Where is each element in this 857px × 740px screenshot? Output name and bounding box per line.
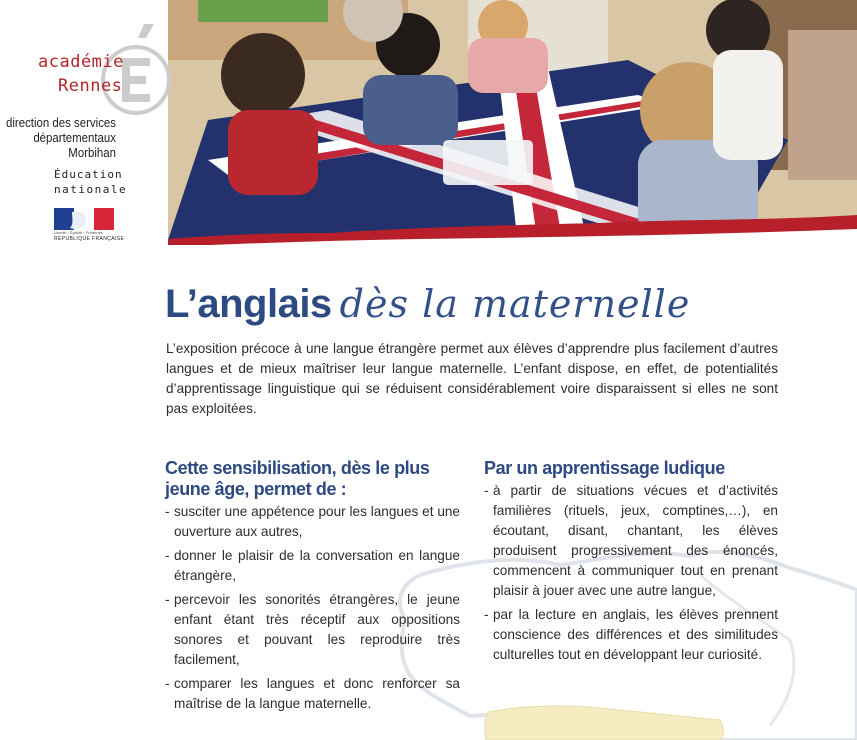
right-section-heading: Par un apprentissage ludique <box>484 458 725 478</box>
direction-block <box>0 115 116 160</box>
academie-e-emblem <box>96 22 174 122</box>
marianne-logo <box>54 208 114 230</box>
direction-line: Morbihan <box>68 145 116 160</box>
title-part2: dès la maternelle <box>339 282 691 326</box>
list-item: - susciter une appétence pour les langues et une ouverture aux autres, <box>165 502 460 542</box>
republique-motto: Liberté • Égalité • Fraternité <box>54 230 103 235</box>
right-section-list <box>484 481 778 665</box>
left-section-list <box>165 502 460 714</box>
education-label: Éducation <box>54 168 123 181</box>
right-section <box>484 458 778 669</box>
academie-label: académie <box>38 52 124 72</box>
academie-logo <box>0 0 168 250</box>
left-section-heading: Cette sensibilisation, dès le plus jeune âge, permet de : <box>165 458 430 499</box>
header-photo <box>168 0 857 245</box>
list-item: - à partir de situations vécues et d’activités familières (rituels, jeux, comptines,…), en écoutant, disant, chantant, les élèves produisent progressivement des énoncés, commencent à communiquer tout en prenant plaisir à jouer avec une autre langue, <box>484 481 778 601</box>
nationale-label: nationale <box>54 183 128 196</box>
page-title <box>165 282 690 327</box>
academie-city: Rennes <box>58 76 123 96</box>
list-item: - donner le plaisir de la conversation en langue étrangère, <box>165 546 460 586</box>
direction-line: direction des services <box>6 115 116 130</box>
intro-paragraph: L’exposition précoce à une langue étrangère permet aux élèves d’apprendre plus facilement d’autres langues et de mieux maîtriser leur langue maternelle. L’enfant dispose, en effet, de potentialités d’apprentissage linguistique qui se réduisent considérablement voire disparaissent si elles ne sont pas exploitées. <box>166 341 778 416</box>
list-item: - percevoir les sonorités étrangères, le jeune enfant étant très réceptif aux oppositions sonores et pouvant les reproduire très facilement, <box>165 590 460 670</box>
republique-name: RÉPUBLIQUE FRANÇAISE <box>54 236 125 242</box>
title-part1: L’anglais <box>165 282 332 326</box>
direction-line: départementaux <box>33 130 116 145</box>
list-item: - par la lecture en anglais, les élèves prennent conscience des différences et des similitudes culturelles tout en développant leur curiosité. <box>484 605 778 665</box>
list-item: - comparer les langues et donc renforcer sa maîtrise de la langue maternelle. <box>165 674 460 714</box>
left-section <box>165 458 460 718</box>
